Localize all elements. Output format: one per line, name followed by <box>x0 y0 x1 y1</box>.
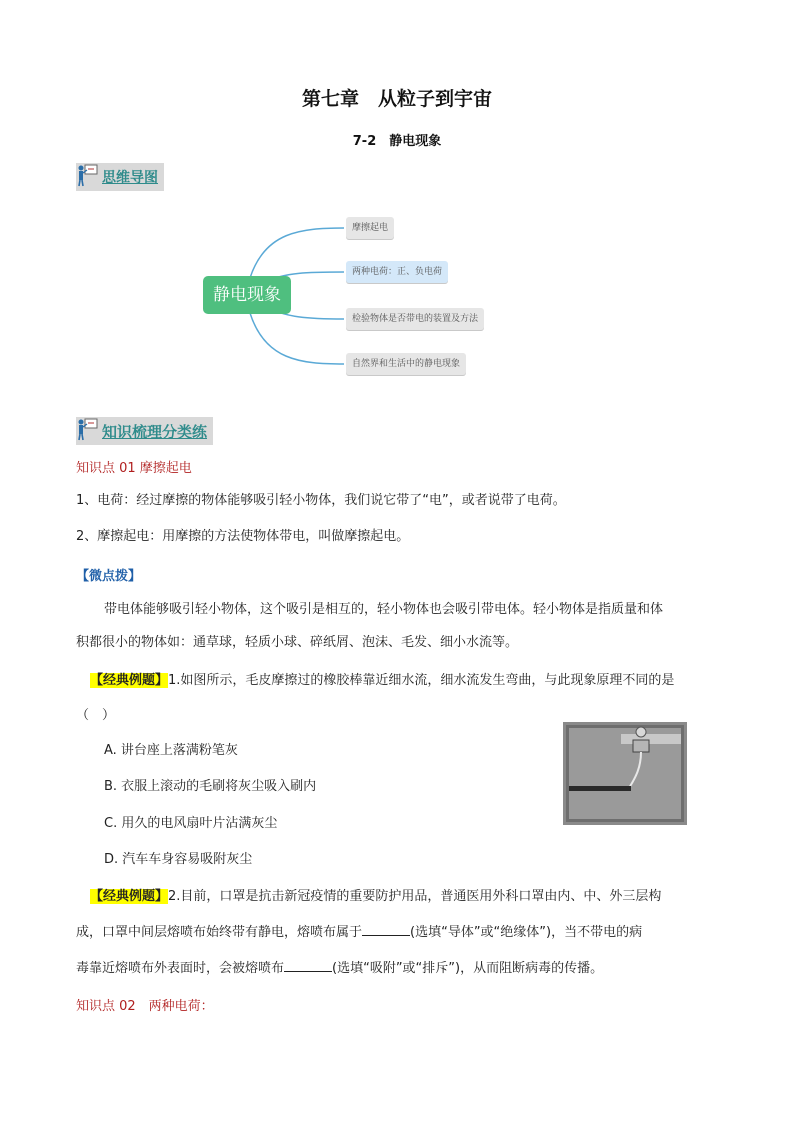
answer-blank-1[interactable] <box>362 923 410 936</box>
kp1-paragraph-1: 1、电荷：经过摩擦的物体能够吸引轻小物体，我们说它带了“电”，或者说带了电荷。 <box>76 493 566 508</box>
example-2-tag: 【经典例题】 <box>90 889 169 904</box>
example-2-line-2: 成，口罩中间层熔喷布始终带有静电，熔喷布属于 (选填“导体”或“绝缘体”)，当不带电的病 <box>76 925 643 940</box>
option-d: D. 汽车车身容易吸附灰尘 <box>104 852 253 867</box>
example-2-line-1: 【经典例题】2.目前，口罩是抗击新冠疫情的重要防护用品，普通医用外科口罩由内、中、外三层构 <box>90 889 662 904</box>
mindmap-branch-daily-life: 自然界和生活中的静电现象 <box>346 353 466 375</box>
teacher-board-icon <box>76 416 100 446</box>
kp1-paragraph-2: 2、摩擦起电：用摩擦的方法使物体带电，叫做摩擦起电。 <box>76 529 410 544</box>
mindmap-branch-friction: 摩擦起电 <box>346 217 394 239</box>
answer-blank-2[interactable] <box>284 959 332 972</box>
mindmap-branch-detection: 检验物体是否带电的装置及方法 <box>346 308 484 330</box>
mindmap-banner-label: 思维导图 <box>102 170 158 186</box>
water-stream-rod-photo <box>563 722 687 825</box>
mindmap-center-node: 静电现象 <box>203 276 291 314</box>
mindmap-connectors <box>0 0 794 400</box>
tip-line-1: 带电体能够吸引轻小物体，这个吸引是相互的，轻小物体也会吸引带电体。轻小物体是指质量和体 <box>104 602 664 617</box>
knowledge-point-1-title: 知识点 01 摩擦起电 <box>76 461 192 476</box>
section-title: 7-2 静电现象 <box>352 134 442 149</box>
knowledge-banner <box>76 417 213 445</box>
option-c: C. 用久的电风扇叶片沾满灰尘 <box>104 816 278 831</box>
tip-label: 【微点拨】 <box>76 569 142 584</box>
tip-line-2: 积都很小的物体如：通草球，轻质小球、碎纸屑、泡沫、毛发、细小水流等。 <box>76 635 519 650</box>
knowledge-banner-label: 知识梳理分类练 <box>102 422 208 441</box>
option-b: B. 衣服上滚动的毛刷将灰尘吸入刷内 <box>104 779 317 794</box>
example-2-line-3: 毒靠近熔喷布外表面时，会被熔喷布 (选填“吸附”或“排斥”)，从而阻断病毒的传播。 <box>76 961 604 976</box>
knowledge-point-2-title: 知识点 02 两种电荷： <box>76 999 214 1014</box>
example-1-tag: 【经典例题】 <box>90 673 169 688</box>
mindmap-branch-two-charges: 两种电荷：正、负电荷 <box>346 261 448 283</box>
chapter-title: 第七章 从粒子到宇宙 <box>301 88 492 110</box>
example-1-stem: 【经典例题】1.如图所示，毛皮摩擦过的橡胶棒靠近细水流，细水流发生弯曲，与此现象原理不同的是 <box>90 673 675 688</box>
example-1-answer-paren: （ ） <box>76 708 116 723</box>
option-a: A. 讲台座上落满粉笔灰 <box>104 743 238 758</box>
